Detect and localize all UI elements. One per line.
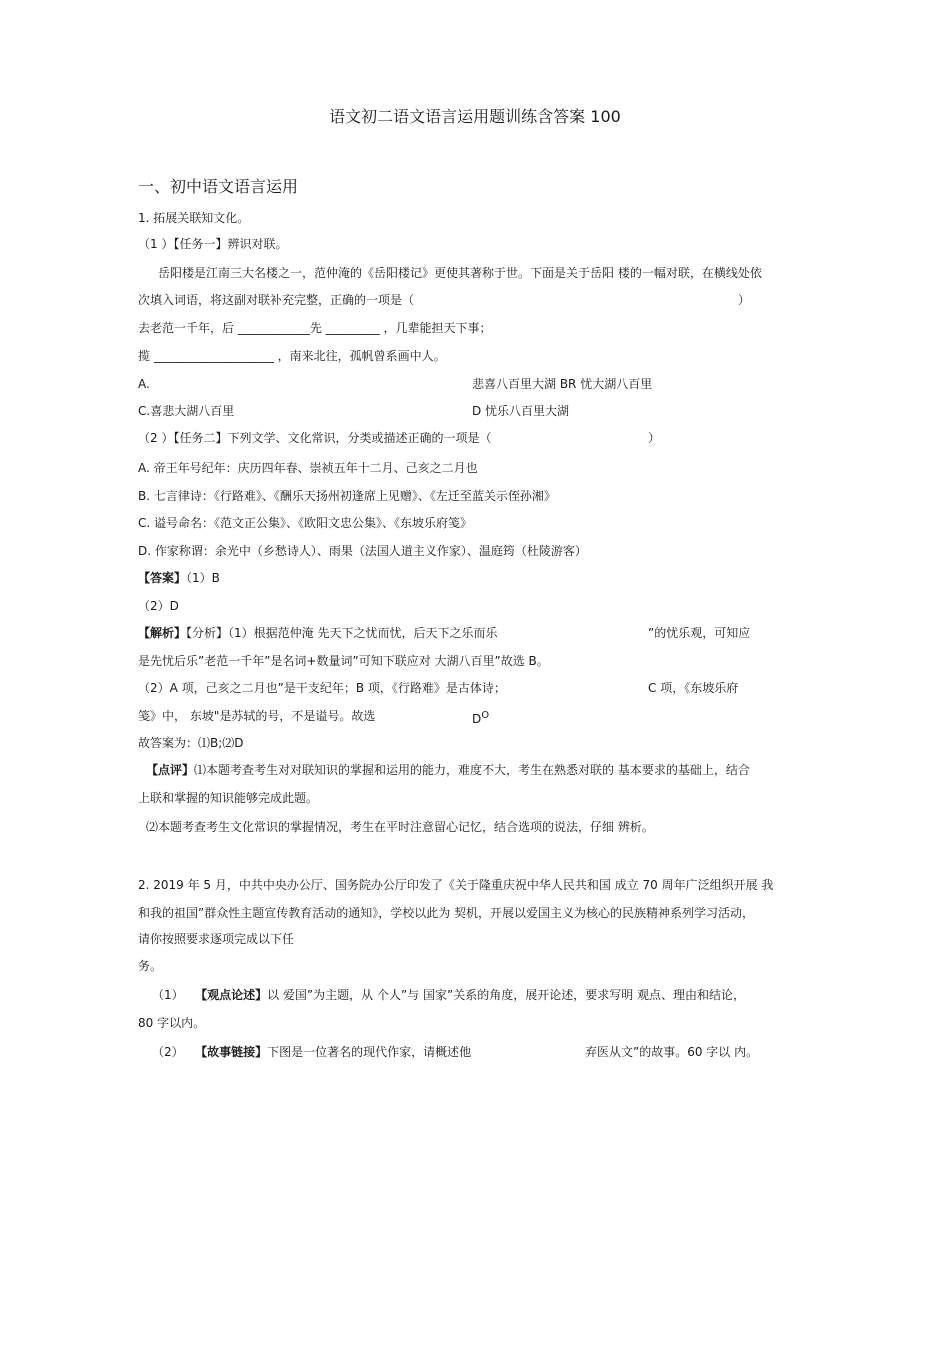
q1-passage-line2: 次填入词语，将这副对联补充完整，正确的一项是（ bbox=[138, 293, 415, 307]
analysis-label: 【解析】 bbox=[138, 626, 187, 640]
task2-option-b: B. 七言律诗：《行路难》、《酬乐天扬州初逢席上见赠》、《左迁至蓝关示侄孙湘》 bbox=[138, 489, 556, 503]
q2-line1: 2. 2019 年 5 月，中共中央办公厅、国务院办公厅印发了《关于隆重庆祝中华人民共和国 成立 70 周年广泛组织开展 我 bbox=[138, 878, 774, 892]
q1-task2-bracket: ） bbox=[648, 431, 661, 445]
q2-task1-line2: 80 字以内。 bbox=[138, 1016, 206, 1030]
q1-task2: （2 ）【任务二】下列文学、文化常识，分类或描述正确的一项是（ bbox=[138, 431, 492, 445]
answer-label: 【答案】 bbox=[138, 571, 187, 585]
q1-task1: （1 ）【任务一】辨识对联。 bbox=[138, 237, 288, 251]
option-c: C.喜悲大湖八百里 bbox=[138, 404, 235, 418]
analysis-line4: 笺》中， 东坡"是苏轼的号，不是谥号。故选 bbox=[138, 709, 376, 723]
comment-line2: 上联和掌握的知识能够完成此题。 bbox=[138, 791, 319, 805]
section-heading: 一、初中语文语言运用 bbox=[138, 177, 299, 196]
q2-task2-number: （2） bbox=[152, 1045, 184, 1059]
analysis-line4-choice bbox=[472, 708, 489, 727]
q2-task2-label: 【故事链接】 bbox=[195, 1045, 268, 1059]
comment-label: 【点评】 bbox=[146, 763, 195, 777]
comment-line1 bbox=[146, 762, 750, 778]
option-a-b: 悲喜八百里大湖 BR 忧大湖八百里 bbox=[472, 377, 653, 391]
task2-option-c: C. 谥号命名：《范文正公集》、《欧阳文忠公集》、《东坡乐府笺》 bbox=[138, 516, 473, 530]
q2-task2-tail: 弃医从文”的故事。60 字以 内。 bbox=[585, 1045, 759, 1059]
comment-line3: ⑵本题考查考生文化常识的掌握情况，考生在平时注意留心记忆，结合选项的说法，仔细 辨析。 bbox=[146, 820, 654, 834]
q1-passage-bracket: ） bbox=[738, 293, 751, 307]
final-answer: 故答案为：⑴B;⑵D bbox=[138, 736, 244, 750]
task2-option-d: D. 作家称谓：余光中（乡愁诗人）、雨果（法国人道主义作家）、温庭筠（杜陵游客） bbox=[138, 544, 587, 558]
couplet-line2: 揽 ____________________ ，南来北往，孤帆曾系画中人。 bbox=[138, 349, 446, 363]
couplet-line1: 去老范一千年，后 ____________先 _________ ，几辈能担天下事； bbox=[138, 321, 492, 335]
analysis-text1: 【分析】（1）根据范仲淹 先天下之忧而忧，后天下之乐而乐 bbox=[186, 626, 498, 640]
analysis-line3-tail: C 项，《东坡乐府 bbox=[648, 681, 739, 695]
analysis-line1 bbox=[138, 625, 497, 641]
choice-o: O bbox=[481, 710, 490, 721]
analysis-line1-tail: ”的忧乐观，可知应 bbox=[648, 626, 751, 640]
option-a: A. bbox=[138, 377, 150, 391]
q1-stem: 1. 拓展关联知文化。 bbox=[138, 211, 250, 225]
q2-line4: 务。 bbox=[138, 959, 163, 973]
choice-d: D bbox=[472, 712, 482, 726]
q2-task2-text: 下图是一位著名的现代作家，请概述他 bbox=[267, 1045, 472, 1059]
analysis-line3: （2）A 项，己亥之二月也”是干支纪年；B 项，《行路难》是古体诗； bbox=[138, 681, 506, 695]
q2-task2-line1 bbox=[152, 1044, 471, 1060]
document-title: 语文初二语文语言运用题训练含答案 100 bbox=[329, 107, 621, 126]
analysis-line2: 是先忧后乐”老范一千年”是名词+数量词”可知下联应对 大湖八百里”故选 B。 bbox=[138, 654, 549, 668]
comment-text1: ⑴本题考查考生对对联知识的掌握和运用的能力，难度不大，考生在熟悉对联的 基本要求的基础上，结合 bbox=[194, 763, 750, 777]
q2-task1-text: 以 爱国”为主题，从 个人”与 国家”关系的角度，展开论述，要求写明 观点、理由和结论， bbox=[267, 988, 746, 1002]
q2-task1-line1 bbox=[152, 987, 745, 1003]
q1-passage-line1: 岳阳楼是江南三大名楼之一，范仲淹的《岳阳楼记》更使其著称于世。下面是关于岳阳 楼的一幅对联，在横线处依 bbox=[158, 266, 762, 280]
answer-2: （2）D bbox=[138, 599, 179, 613]
q2-task1-number: （1） bbox=[152, 988, 184, 1002]
task2-option-a: A. 帝王年号纪年：庆历四年春、崇祯五年十二月、己亥之二月也 bbox=[138, 461, 478, 475]
option-d: D 忧乐八百里大湖 bbox=[472, 404, 570, 418]
q2-task1-label: 【观点论述】 bbox=[195, 988, 268, 1002]
answer-1: （1）B bbox=[186, 571, 220, 585]
q2-line2: 和我的祖国”群众性主题宣传教育活动的通知》，学校以此为 契机，开展以爱国主义为核心的民族精神系列学习活动， bbox=[138, 906, 755, 920]
q2-line3: 请你按照要求逐项完成以下任 bbox=[138, 932, 295, 946]
answer-line bbox=[138, 570, 220, 586]
